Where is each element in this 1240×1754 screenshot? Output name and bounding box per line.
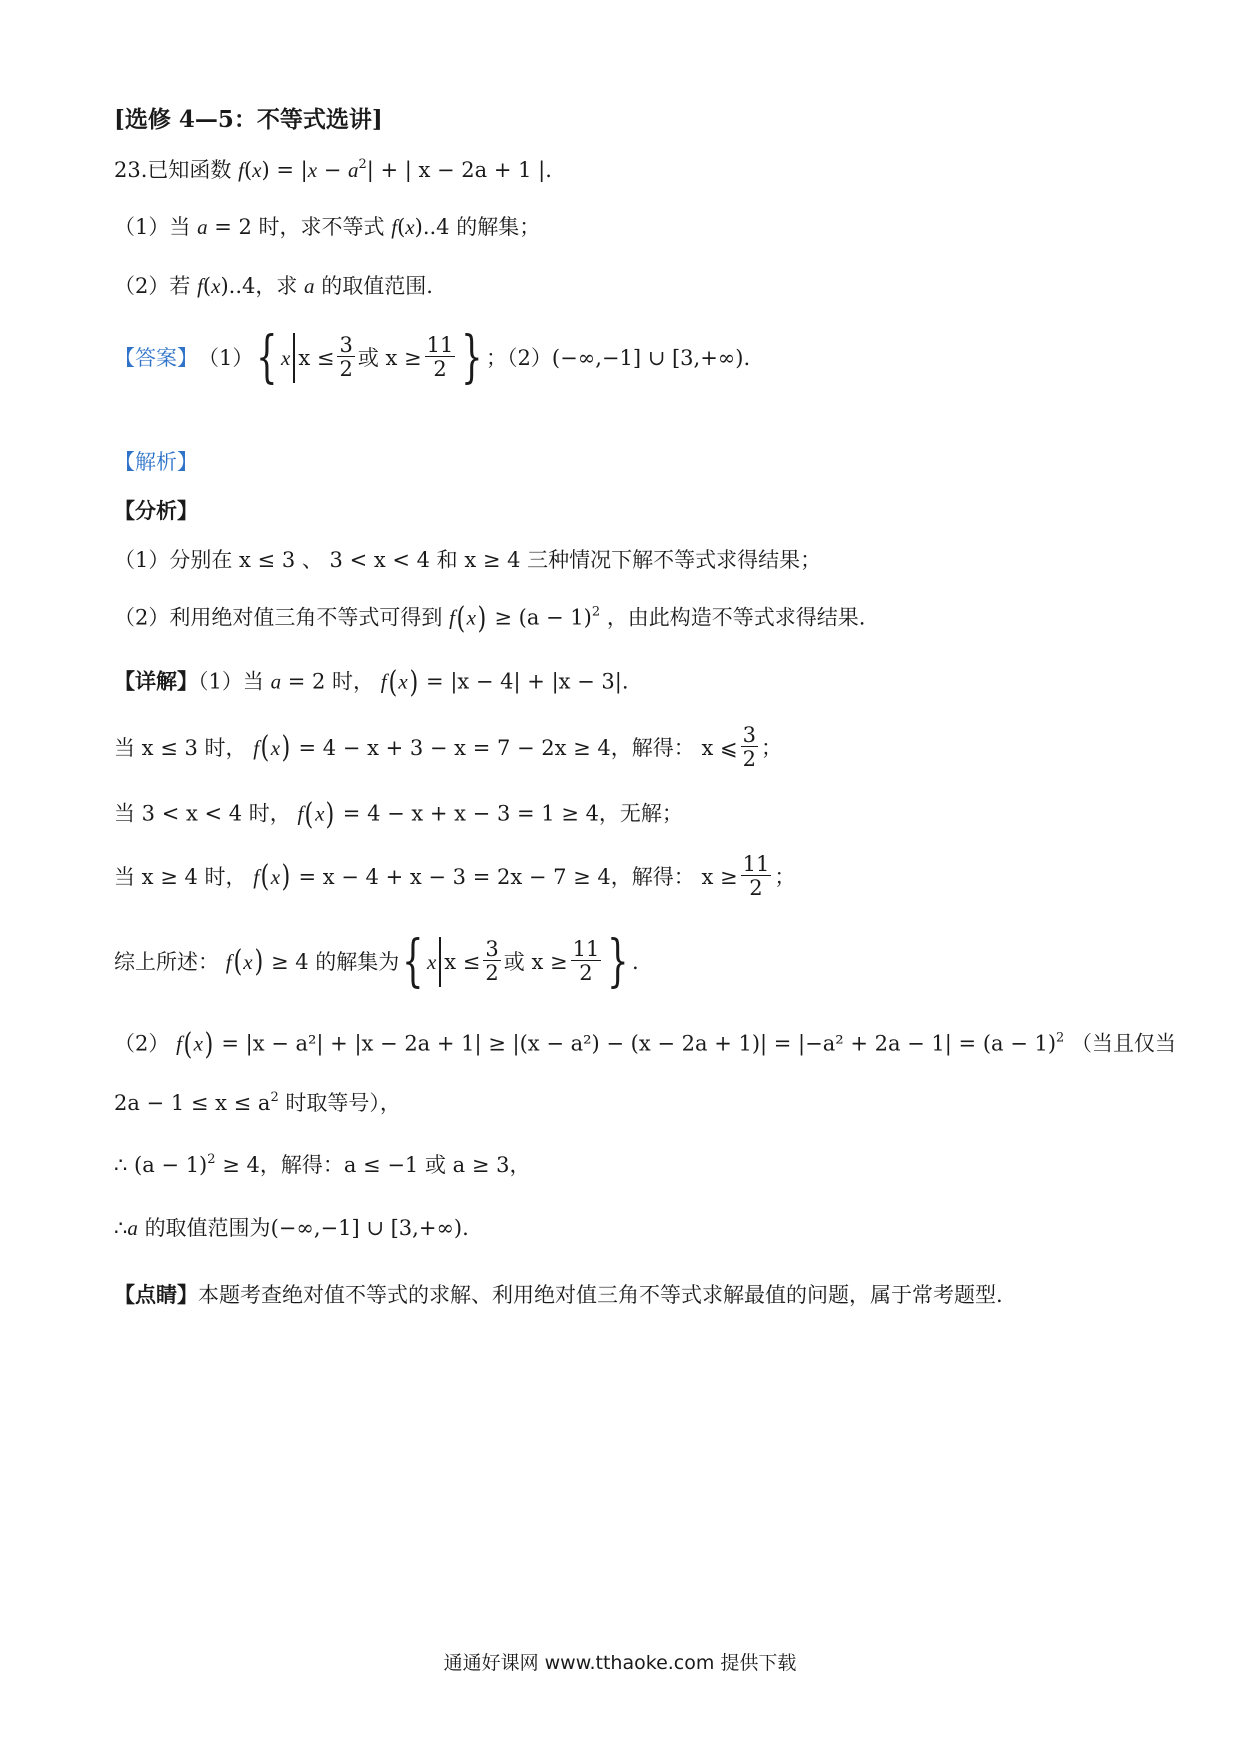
case2-pre: 当 3 < x < 4 时， (114, 801, 291, 826)
q1-prefix: （1）当 (114, 215, 191, 239)
comment-line (114, 1284, 1003, 1306)
detail-label: 【详解】 (114, 668, 198, 694)
detail-line1-pre: （1）当 (198, 669, 264, 694)
page-footer: 通通好课网 www.tthaoke.com 提供下载 (443, 1652, 797, 1674)
detail-line1-eq: = |x − 4| + |x − 3|. (426, 669, 629, 694)
answer-label: 【答案】 (114, 345, 198, 370)
answer-cond1: x ≤ (298, 345, 335, 370)
therefore2-pre: ∴ (114, 1216, 128, 1240)
summary-cond2: x ≥ (531, 949, 568, 974)
analysis-sub-label: 【分析】 (114, 498, 198, 523)
fn-f: f (238, 158, 244, 182)
fraction: $\frac{3}{2}$ (742, 723, 756, 772)
part2-tail: （当且仅当 (1071, 1031, 1176, 1056)
summary-mid: ≥ 4 的解集为 (270, 949, 400, 974)
detail-case-2: 当 3 < x < 4 时， f(x) = 4 − x + x − 3 = 1 ≥ 4，无解； (114, 797, 683, 832)
detail-therefore-1: ∴ $(a - 1)^2 \ge 4$，解得：a ≤ −1 或 a ≥ 3， (114, 1152, 531, 1177)
part2-cond: 2a − 1 ≤ x ≤ a (114, 1091, 271, 1115)
problem-intro: 已知函数 (147, 158, 232, 182)
question-2: （2）若 f(x)..4，求 a 的取值范围. (114, 274, 433, 298)
set-bar (439, 937, 441, 987)
problem-number: 23. (114, 158, 148, 182)
q2-prefix: （2）若 (114, 274, 191, 298)
detail-line1-mid: = 2 时， (287, 669, 375, 694)
case3-pre: 当 x ≥ 4 时， (114, 864, 247, 889)
question-1: （1）当 a = 2 时，求不等式 f(x)..4 的解集； (114, 215, 541, 239)
left-brace: { (402, 929, 424, 994)
problem-statement: 23.已知函数 $f(x) = |x - a^2|$ + | x − 2a + 1 |. (114, 157, 552, 182)
summary-cond1: x ≤ (444, 949, 481, 974)
therefore2-range: (−∞,−1] ∪ [3,+∞). (270, 1216, 469, 1240)
answer-part1: （1） (198, 345, 254, 370)
case2-eq: = 4 − x + x − 3 = 1 ≥ 4，无解； (342, 801, 683, 826)
part2-eq: = |x − a²| + |x − 2a + 1| ≥ |(x − a²) − (x − 2a + 1)| = |−a² + 2a − 1| = (a − 1) (221, 1031, 1057, 1056)
q2-tail: 的取值范围. (321, 274, 433, 298)
summary-pre: 综上所述： (114, 949, 219, 974)
detail-summary: 综上所述： f ( x ) ≥ 4 的解集为 { x x ≤ $\frac{3}{2}$ 或 x ≥ $\frac{11}{2}$ } . (114, 929, 639, 994)
q2-inequality: ..4，求 (228, 274, 298, 298)
analysis-item-2: （2）利用绝对值三角不等式可得到 $f(x) \ge (a - 1)^2$ ，由此构造不等式求得结果. (114, 601, 866, 636)
right-brace: } (607, 929, 629, 994)
answer-or: 或 (357, 345, 379, 370)
therefore2-mid: 的取值范围为 (144, 1216, 271, 1240)
answer-cond2: x ≥ (385, 345, 422, 370)
set-bar (293, 333, 295, 383)
case1-pre: 当 x ≤ 3 时， (114, 735, 247, 760)
answer-sep: ；（2） (486, 345, 552, 370)
summary-or: 或 (503, 949, 525, 974)
case1-sol: x ⩽ (701, 735, 738, 760)
detail-case-3: 当 x ≥ 4 时， f ( x ) = x − 4 + x − 3 = 2x − 7 ≥ 4，解得： x ≥ $\frac{11}{2}$ ； (114, 852, 796, 901)
detail-part-2: （2） $f(x) = |x - a^2| + |x - 2a + 1| \ge |(x - a^2) - (x - 2a + 1)| = |-a^2 + 2a - 1| = (a - 1)^2$ （当且仅当 (114, 1027, 1176, 1062)
part2-pre: （2） (114, 1031, 170, 1056)
right-brace: } (461, 325, 483, 390)
detail-part-2-cond: $2a - 1 \le x \le a^2$ 时取等号）， (114, 1090, 401, 1115)
case1-eq: = 4 − x + 3 − x = 7 − 2x ≥ 4，解得： (298, 735, 695, 760)
part2-cond-tail: 时取等号）， (285, 1091, 401, 1115)
analysis-item2-post: ，由此构造不等式求得结果. (606, 605, 866, 630)
comment-text: 本题考查绝对值不等式的求解、利用绝对值三角不等式求解最值的问题，属于常考题型. (198, 1283, 1003, 1307)
section-title: [选修 4—5：不等式选讲] (114, 106, 383, 133)
therefore1: ∴ (a − 1) (114, 1153, 208, 1177)
comment-label: 【点睛】 (114, 1282, 198, 1307)
case3-eq: = x − 4 + x − 3 = 2x − 7 ≥ 4，解得： (298, 864, 695, 889)
answer-range: (−∞,−1] ∪ [3,+∞). (551, 345, 751, 370)
therefore1-tail: ≥ 4，解得：a ≤ −1 或 a ≥ 3， (222, 1153, 531, 1177)
case3-sol: x ≥ (701, 864, 738, 889)
detail-therefore-2: ∴a 的取值范围为(−∞,−1] ∪ [3,+∞). (114, 1216, 469, 1240)
function-def-tail: | + | x − 2a + 1 |. (366, 158, 552, 182)
fraction: $\frac{11}{2}$ (426, 333, 454, 382)
analysis-item2-math: ≥ (a − 1) (494, 605, 592, 630)
analysis-item-1: （1）分别在 x ≤ 3 、 3 < x < 4 和 x ≥ 4 三种情况下解不等式求得结果； (114, 548, 822, 572)
var-a: a (304, 274, 315, 298)
detail-line-1: 【详解】（1）当 a = 2 时， f(x) = |x − 4| + |x − 3|. (114, 665, 629, 700)
fraction: $\frac{3}{2}$ (339, 333, 353, 382)
q1-inequality: ..4 的解集； (422, 215, 541, 239)
detail-case-1: 当 x ≤ 3 时， f ( x ) = 4 − x + 3 − x = 7 − 2x ≥ 4，解得： x ⩽ $\frac{3}{2}$ ； (114, 723, 782, 772)
answer-line: 【答案】 （1） { x x ≤ $\frac{3}{2}$ 或 x ≥ $\frac{11}{2}$ } ；（2） (−∞,−1] ∪ [3,+∞). (114, 325, 751, 390)
fraction: $\frac{11}{2}$ (742, 852, 770, 901)
left-brace: { (256, 325, 278, 390)
fraction: $\frac{11}{2}$ (572, 937, 600, 986)
analysis-label: 【解析】 (114, 450, 198, 474)
analysis-item2-pre: （2）利用绝对值三角不等式可得到 (114, 605, 443, 630)
var-x: x (252, 158, 262, 182)
fraction: $\frac{3}{2}$ (485, 937, 499, 986)
q1-condition: = 2 时，求不等式 (214, 215, 385, 239)
